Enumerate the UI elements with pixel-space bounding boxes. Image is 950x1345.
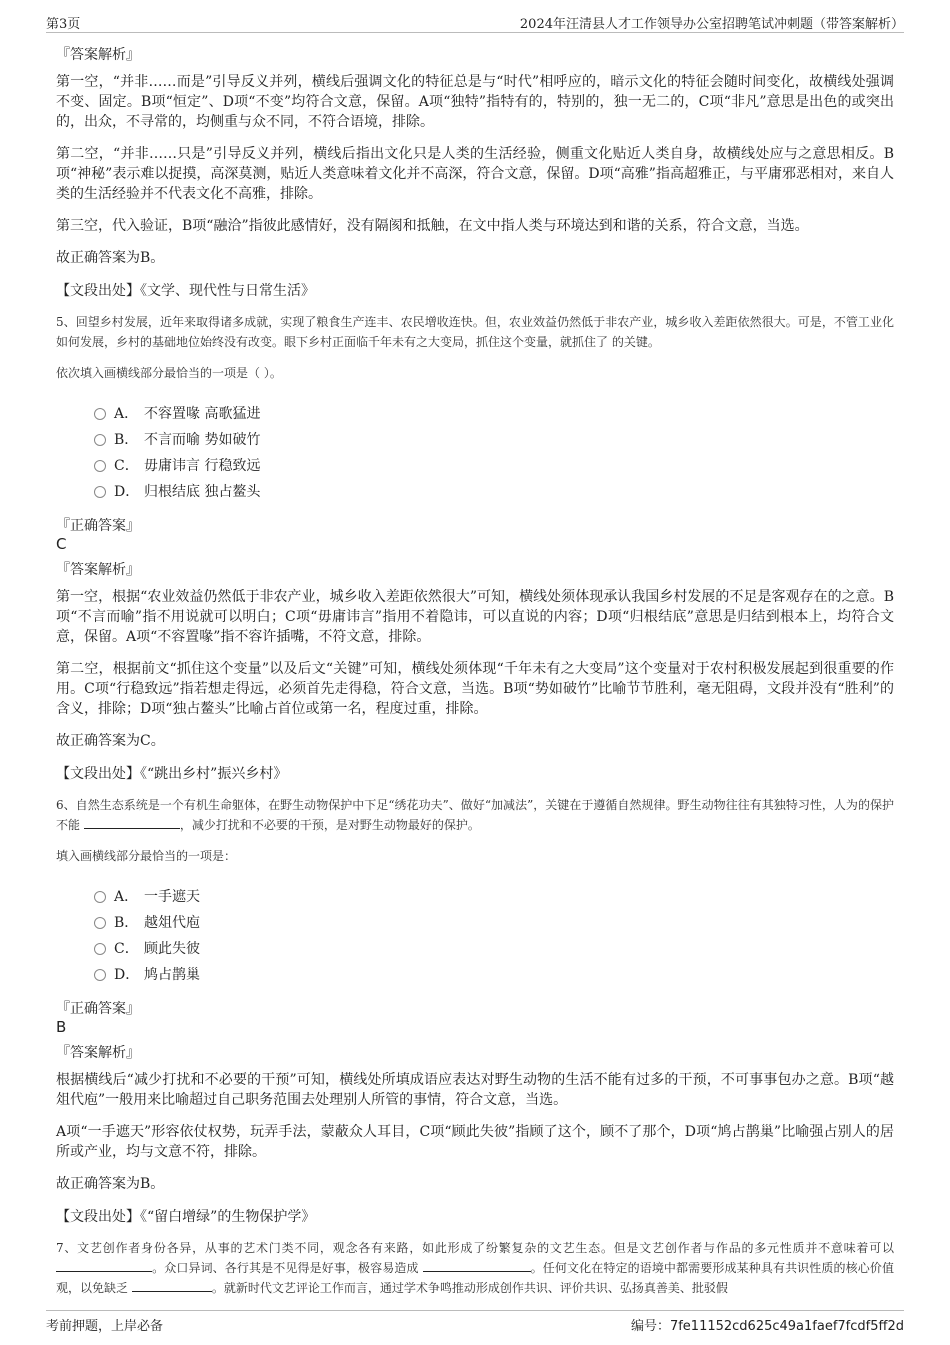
correct-label: 『正确答案』 [56,1001,140,1017]
blank-line [132,1279,212,1292]
q6-conclusion: 故正确答案为B。 [56,1176,165,1192]
radio-icon[interactable] [94,460,106,472]
q4-analysis-1: 第一空，“并非……而是”引导反义并列，横线后强调文化的特征总是与“时代”相呼应的，暗示文化的特征会随时间变化，故横线处强调不变、固定。B项“恒定”、D项“不变”均符合文意，保留。A项“独特”指特有的，特别的，独一无二的，C项“非凡”意思是出色的或突出的，出众，不寻常的，均侧重与众不同，不符合语境，排除。 [56,74,894,130]
page-number: 第3页 [46,17,81,32]
document-body [56,44,894,1310]
blank-line [423,1259,531,1272]
q5-answer: C [56,535,67,553]
blank-line [56,1259,152,1272]
q6-answer: B [56,1018,67,1036]
q5-analysis-1: 第一空，根据“农业效益仍然低于非农产业，城乡收入差距依然很大”可知，横线处须体现承认我国乡村发展的不足是客观存在的之意。B项“不言而喻”指不用说就可以明白；C项“毋庸讳言”指用不着隐讳，可以直说的内容；D项“归根结底”意思是归结到根本上，均符合文意，保留。A项“不容置喙”指不容许插嘴，不符文意，排除。 [56,589,894,645]
q5-option-b[interactable]: B． 不言而喻 势如破竹 [94,427,894,453]
footer-slogan: 考前押题，上岸必备 [46,1319,164,1334]
q4-analysis-3: 第三空，代入验证，B项“融洽”指彼此感情好，没有隔阂和抵触，在文中指人类与环境达到和谐的关系，符合文意，当选。 [56,218,809,234]
q4-conclusion: 故正确答案为B。 [56,250,165,266]
analysis-label: 『答案解析』 [56,47,140,63]
radio-icon[interactable] [94,917,106,929]
radio-icon[interactable] [94,969,106,981]
radio-icon[interactable] [94,408,106,420]
analysis-label: 『答案解析』 [56,1045,140,1061]
q5-source: 【文段出处】《“跳出乡村”振兴乡村》 [56,766,288,782]
page-footer [46,1310,904,1335]
radio-icon[interactable] [94,434,106,446]
page-header [46,10,904,33]
q5-analysis-2: 第二空，根据前文“抓住这个变量”以及后文“关键”可知，横线处须体现“千年未有之大变局”这个变量对于农村积极发展起到很重要的作用。C项“行稳致远”指若想走得远，必须首先走得稳，符合文意，当选。B项“势如破竹”比喻节节胜利，毫无阻碍，文段并没有“胜利”的含义，排除；D项“独占鳌头”比喻占首位或第一名，程度过重，排除。 [56,661,894,717]
radio-icon[interactable] [94,891,106,903]
q6-option-d[interactable]: D． 鸠占鹊巢 [94,962,894,988]
q4-analysis-2: 第二空，“并非……只是”引导反义并列，横线后指出文化只是人类的生活经验，侧重文化贴近人类自身，故横线处应与之意思相反。B项“神秘”表示难以捉摸，高深莫测，贴近人类意味着文化并不高深，符合文意，保留。D项“高雅”指高超雅正，与平庸邪恶相对，来自人类的生活经验并不代表文化不高雅，排除。 [56,146,894,202]
q5-option-a[interactable]: A． 不容置喙 高歌猛进 [94,401,894,427]
q5-option-c[interactable]: C． 毋庸讳言 行稳致远 [94,453,894,479]
q6-option-b[interactable]: B． 越俎代庖 [94,910,894,936]
q6-source: 【文段出处】《“留白增绿”的生物保护学》 [56,1209,316,1225]
analysis-label: 『答案解析』 [56,562,140,578]
q5-prompt: 依次填入画横线部分最恰当的一项是（ ）。 [56,366,282,380]
q7-question: 7、文艺创作者身份各异，从事的艺术门类不同，观念各有来路，如此形成了纷繁复杂的文艺生态。但是文艺创作者与作品的多元性质并不意味着可以 。众口异词、各行其是不见得是好事，极容易造成 。任何文化在特定的语境中都需要形成某种具有共识性质的核心价值观，以免缺乏 。就新时代文艺评论工作而言，通过学术争鸣推动形成创作共识、评价共识、弘扬真善美、批驳假 [56,1241,894,1295]
q5-options [94,401,894,505]
q5-option-d[interactable]: D． 归根结底 独占鳌头 [94,479,894,505]
radio-icon[interactable] [94,486,106,498]
radio-icon[interactable] [94,943,106,955]
correct-label: 『正确答案』 [56,518,140,534]
document-title: 2024年汪清县人才工作领导办公室招聘笔试冲刺题（带答案解析） [519,17,904,32]
q4-source: 【文段出处】《文学、现代性与日常生活》 [56,283,315,299]
q6-analysis-1: 根据横线后“减少打扰和不必要的干预”可知，横线处所填成语应表达对野生动物的生活不能有过多的干预，不可事事包办之意。B项“越俎代庖”一般用来比喻超过自己职务范围去处理别人所管的事情，符合文意，当选。 [56,1072,894,1108]
q5-question: 5、回望乡村发展，近年来取得诸多成就，实现了粮食生产连丰、农民增收连快。但，农业效益仍然低于非农产业，城乡收入差距依然很大。可是，不管工业化如何发展，乡村的基础地位始终没有改变。眼下乡村正面临千年未有之大变局，抓住这个变量，就抓住了 的关键。 [56,315,894,349]
q6-option-c[interactable]: C． 顾此失彼 [94,936,894,962]
blank-line [84,816,180,829]
q6-analysis-2: A项“一手遮天”形容依仗权势，玩弄手法，蒙蔽众人耳目，C项“顾此失彼”指顾了这个，顾不了那个，D项“鸠占鹊巢”比喻强占别人的居所或产业，均与文意不符，排除。 [56,1124,894,1160]
q5-conclusion: 故正确答案为C。 [56,733,165,749]
q6-options [94,884,894,988]
q6-prompt: 填入画横线部分最恰当的一项是： [56,849,237,863]
document-code: 编号：7fe11152cd625c49a1faef7fcdf5ff2d [630,1319,904,1334]
q6-option-a[interactable]: A． 一手遮天 [94,884,894,910]
q6-question: 6、自然生态系统是一个有机生命躯体，在野生动物保护中下足“绣花功夫”、做好“加减法”，关键在于遵循自然规律。野生动物往往有其独特习性，人为的保护不能 ，减少打扰和不必要的干预，是对野生动物最好的保护。 [56,798,894,832]
